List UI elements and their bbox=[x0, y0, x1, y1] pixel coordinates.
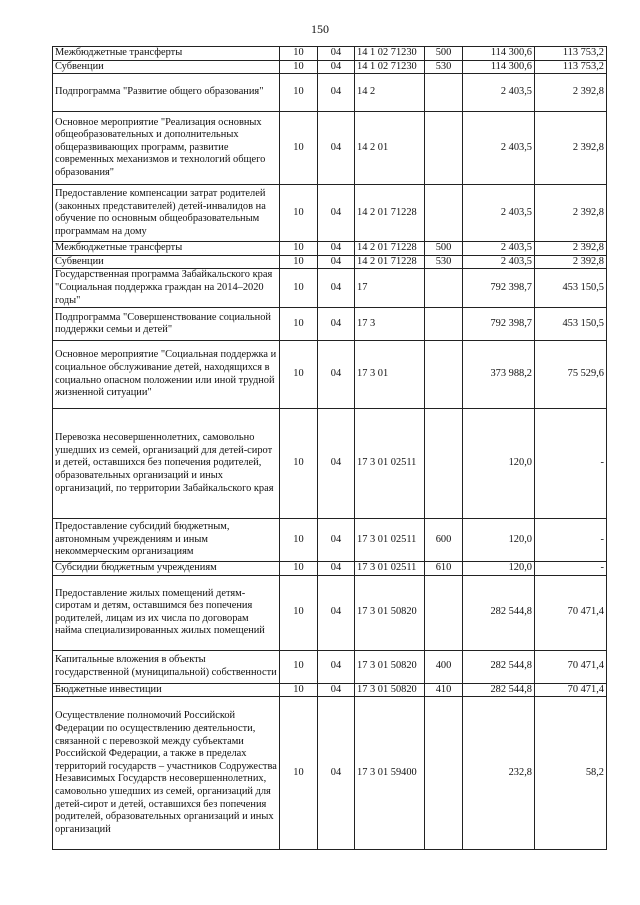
cell-cs: 17 3 01 02511 bbox=[355, 562, 425, 576]
cell-cs: 17 3 01 02511 bbox=[355, 409, 425, 519]
cell-cs: 17 3 01 50820 bbox=[355, 650, 425, 683]
table-row bbox=[53, 519, 607, 562]
cell-name: Предоставление компенсации затрат родителей (законных представителей) детей-инвалидов на обучение по основным общеобразовательным программам на дому bbox=[53, 185, 280, 242]
cell-cs: 17 3 01 02511 bbox=[355, 519, 425, 562]
cell-name: Субвенции bbox=[53, 255, 280, 269]
cell-y1: 120,0 bbox=[463, 519, 535, 562]
cell-pr: 04 bbox=[318, 47, 355, 61]
cell-y1: 232,8 bbox=[463, 697, 535, 850]
cell-cs: 17 3 01 50820 bbox=[355, 683, 425, 697]
cell-vr bbox=[425, 575, 463, 650]
cell-rz: 10 bbox=[280, 519, 318, 562]
cell-y1: 120,0 bbox=[463, 409, 535, 519]
cell-y2: 70 471,4 bbox=[535, 575, 607, 650]
cell-y2: 2 392,8 bbox=[535, 255, 607, 269]
cell-y1: 282 544,8 bbox=[463, 575, 535, 650]
cell-y2: - bbox=[535, 409, 607, 519]
cell-cs: 14 1 02 71230 bbox=[355, 47, 425, 61]
cell-rz: 10 bbox=[280, 650, 318, 683]
table-row bbox=[53, 575, 607, 650]
cell-vr bbox=[425, 185, 463, 242]
cell-y2: - bbox=[535, 519, 607, 562]
cell-vr: 400 bbox=[425, 650, 463, 683]
cell-name: Капитальные вложения в объекты государственной (муниципальной) собственности bbox=[53, 650, 280, 683]
cell-y2: - bbox=[535, 562, 607, 576]
cell-rz: 10 bbox=[280, 60, 318, 74]
table-row bbox=[53, 47, 607, 61]
cell-y2: 2 392,8 bbox=[535, 112, 607, 185]
cell-y2: 453 150,5 bbox=[535, 269, 607, 308]
cell-vr bbox=[425, 269, 463, 308]
cell-name: Бюджетные инвестиции bbox=[53, 683, 280, 697]
cell-y2: 75 529,6 bbox=[535, 341, 607, 409]
cell-pr: 04 bbox=[318, 697, 355, 850]
cell-name: Предоставление субсидий бюджетным, автономным учреждениям и иным некоммерческим организациям bbox=[53, 519, 280, 562]
cell-rz: 10 bbox=[280, 697, 318, 850]
cell-y1: 114 300,6 bbox=[463, 60, 535, 74]
table-row bbox=[53, 409, 607, 519]
page-number: 150 bbox=[311, 22, 329, 36]
cell-y2: 58,2 bbox=[535, 697, 607, 850]
table-row bbox=[53, 74, 607, 112]
cell-cs: 14 2 01 bbox=[355, 112, 425, 185]
cell-name: Межбюджетные трансферты bbox=[53, 47, 280, 61]
cell-pr: 04 bbox=[318, 269, 355, 308]
cell-cs: 14 2 01 71228 bbox=[355, 255, 425, 269]
cell-rz: 10 bbox=[280, 308, 318, 341]
cell-name: Предоставление жилых помещений детям-сиротам и детям, оставшимся без попечения родителей, лицам из их числа по договорам найма специализированных жилых помещений bbox=[53, 575, 280, 650]
cell-cs: 17 3 bbox=[355, 308, 425, 341]
cell-y2: 70 471,4 bbox=[535, 650, 607, 683]
cell-rz: 10 bbox=[280, 269, 318, 308]
cell-name: Подпрограмма "Совершенствование социальной поддержки семьи и детей" bbox=[53, 308, 280, 341]
cell-y1: 282 544,8 bbox=[463, 683, 535, 697]
cell-vr bbox=[425, 308, 463, 341]
cell-rz: 10 bbox=[280, 562, 318, 576]
cell-y1: 114 300,6 bbox=[463, 47, 535, 61]
cell-vr: 500 bbox=[425, 242, 463, 256]
cell-vr: 500 bbox=[425, 47, 463, 61]
cell-vr bbox=[425, 112, 463, 185]
cell-y1: 120,0 bbox=[463, 562, 535, 576]
budget-table bbox=[52, 46, 607, 850]
cell-pr: 04 bbox=[318, 60, 355, 74]
cell-pr: 04 bbox=[318, 519, 355, 562]
table-row bbox=[53, 60, 607, 74]
cell-y1: 2 403,5 bbox=[463, 255, 535, 269]
cell-cs: 17 3 01 bbox=[355, 341, 425, 409]
table-row bbox=[53, 242, 607, 256]
cell-rz: 10 bbox=[280, 255, 318, 269]
cell-pr: 04 bbox=[318, 575, 355, 650]
cell-y1: 282 544,8 bbox=[463, 650, 535, 683]
cell-cs: 14 2 01 71228 bbox=[355, 185, 425, 242]
cell-rz: 10 bbox=[280, 575, 318, 650]
cell-rz: 10 bbox=[280, 112, 318, 185]
cell-rz: 10 bbox=[280, 242, 318, 256]
cell-rz: 10 bbox=[280, 341, 318, 409]
cell-y1: 2 403,5 bbox=[463, 185, 535, 242]
table-row bbox=[53, 308, 607, 341]
cell-y1: 792 398,7 bbox=[463, 308, 535, 341]
cell-cs: 17 3 01 59400 bbox=[355, 697, 425, 850]
cell-name: Субвенции bbox=[53, 60, 280, 74]
cell-cs: 14 1 02 71230 bbox=[355, 60, 425, 74]
cell-y2: 70 471,4 bbox=[535, 683, 607, 697]
cell-cs: 17 bbox=[355, 269, 425, 308]
cell-vr: 610 bbox=[425, 562, 463, 576]
cell-name: Межбюджетные трансферты bbox=[53, 242, 280, 256]
cell-pr: 04 bbox=[318, 242, 355, 256]
cell-pr: 04 bbox=[318, 308, 355, 341]
cell-y1: 2 403,5 bbox=[463, 242, 535, 256]
cell-pr: 04 bbox=[318, 683, 355, 697]
cell-vr: 530 bbox=[425, 255, 463, 269]
table-row bbox=[53, 269, 607, 308]
cell-y1: 792 398,7 bbox=[463, 269, 535, 308]
table-row bbox=[53, 255, 607, 269]
cell-rz: 10 bbox=[280, 683, 318, 697]
cell-pr: 04 bbox=[318, 650, 355, 683]
table-row bbox=[53, 697, 607, 850]
cell-name: Основное мероприятие "Реализация основных общеобразовательных и дополнительных общеразвивающих программ, развитие современных механизмов и технологий общего образования" bbox=[53, 112, 280, 185]
cell-y2: 113 753,2 bbox=[535, 60, 607, 74]
cell-cs: 14 2 bbox=[355, 74, 425, 112]
cell-y2: 2 392,8 bbox=[535, 242, 607, 256]
cell-y1: 373 988,2 bbox=[463, 341, 535, 409]
table-row bbox=[53, 683, 607, 697]
cell-name: Подпрограмма "Развитие общего образования" bbox=[53, 74, 280, 112]
cell-cs: 17 3 01 50820 bbox=[355, 575, 425, 650]
table-row bbox=[53, 112, 607, 185]
cell-vr: 600 bbox=[425, 519, 463, 562]
table-row bbox=[53, 341, 607, 409]
table-row bbox=[53, 562, 607, 576]
cell-pr: 04 bbox=[318, 409, 355, 519]
cell-pr: 04 bbox=[318, 562, 355, 576]
cell-rz: 10 bbox=[280, 185, 318, 242]
cell-rz: 10 bbox=[280, 74, 318, 112]
cell-y2: 113 753,2 bbox=[535, 47, 607, 61]
cell-y1: 2 403,5 bbox=[463, 112, 535, 185]
cell-rz: 10 bbox=[280, 47, 318, 61]
cell-vr bbox=[425, 697, 463, 850]
cell-vr bbox=[425, 341, 463, 409]
cell-vr: 410 bbox=[425, 683, 463, 697]
cell-pr: 04 bbox=[318, 74, 355, 112]
cell-y2: 2 392,8 bbox=[535, 185, 607, 242]
cell-pr: 04 bbox=[318, 341, 355, 409]
cell-name: Основное мероприятие "Социальная поддержка и социальное обслуживание детей, находящихся в социально опасном положении или иной трудной жизненной ситуации" bbox=[53, 341, 280, 409]
cell-y1: 2 403,5 bbox=[463, 74, 535, 112]
cell-vr bbox=[425, 74, 463, 112]
cell-vr: 530 bbox=[425, 60, 463, 74]
cell-pr: 04 bbox=[318, 112, 355, 185]
table-row bbox=[53, 650, 607, 683]
cell-y2: 453 150,5 bbox=[535, 308, 607, 341]
cell-name: Перевозка несовершеннолетних, самовольно ушедших из семей, организаций для детей-сирот и детей, оставшихся без попечения родителей, образовательных организаций и иных организаций, по территории Забайкальского края bbox=[53, 409, 280, 519]
table-row bbox=[53, 185, 607, 242]
cell-pr: 04 bbox=[318, 185, 355, 242]
cell-name: Субсидии бюджетным учреждениям bbox=[53, 562, 280, 576]
cell-rz: 10 bbox=[280, 409, 318, 519]
cell-pr: 04 bbox=[318, 255, 355, 269]
cell-name: Осуществление полномочий Российской Федерации по осуществлению деятельности, связанной с перевозкой между субъектами Российской Федерации, а также в пределах территорий государств – участников Содружества Независимых Государств несовершеннолетних, самовольно ушедших из семей, организаций для детей-сирот и детей, оставшихся без попечения родителей, образовательных организаций и иных организаций bbox=[53, 697, 280, 850]
cell-cs: 14 2 01 71228 bbox=[355, 242, 425, 256]
cell-y2: 2 392,8 bbox=[535, 74, 607, 112]
cell-name: Государственная программа Забайкальского края "Социальная поддержка граждан на 2014–2020 годы" bbox=[53, 269, 280, 308]
cell-vr bbox=[425, 409, 463, 519]
